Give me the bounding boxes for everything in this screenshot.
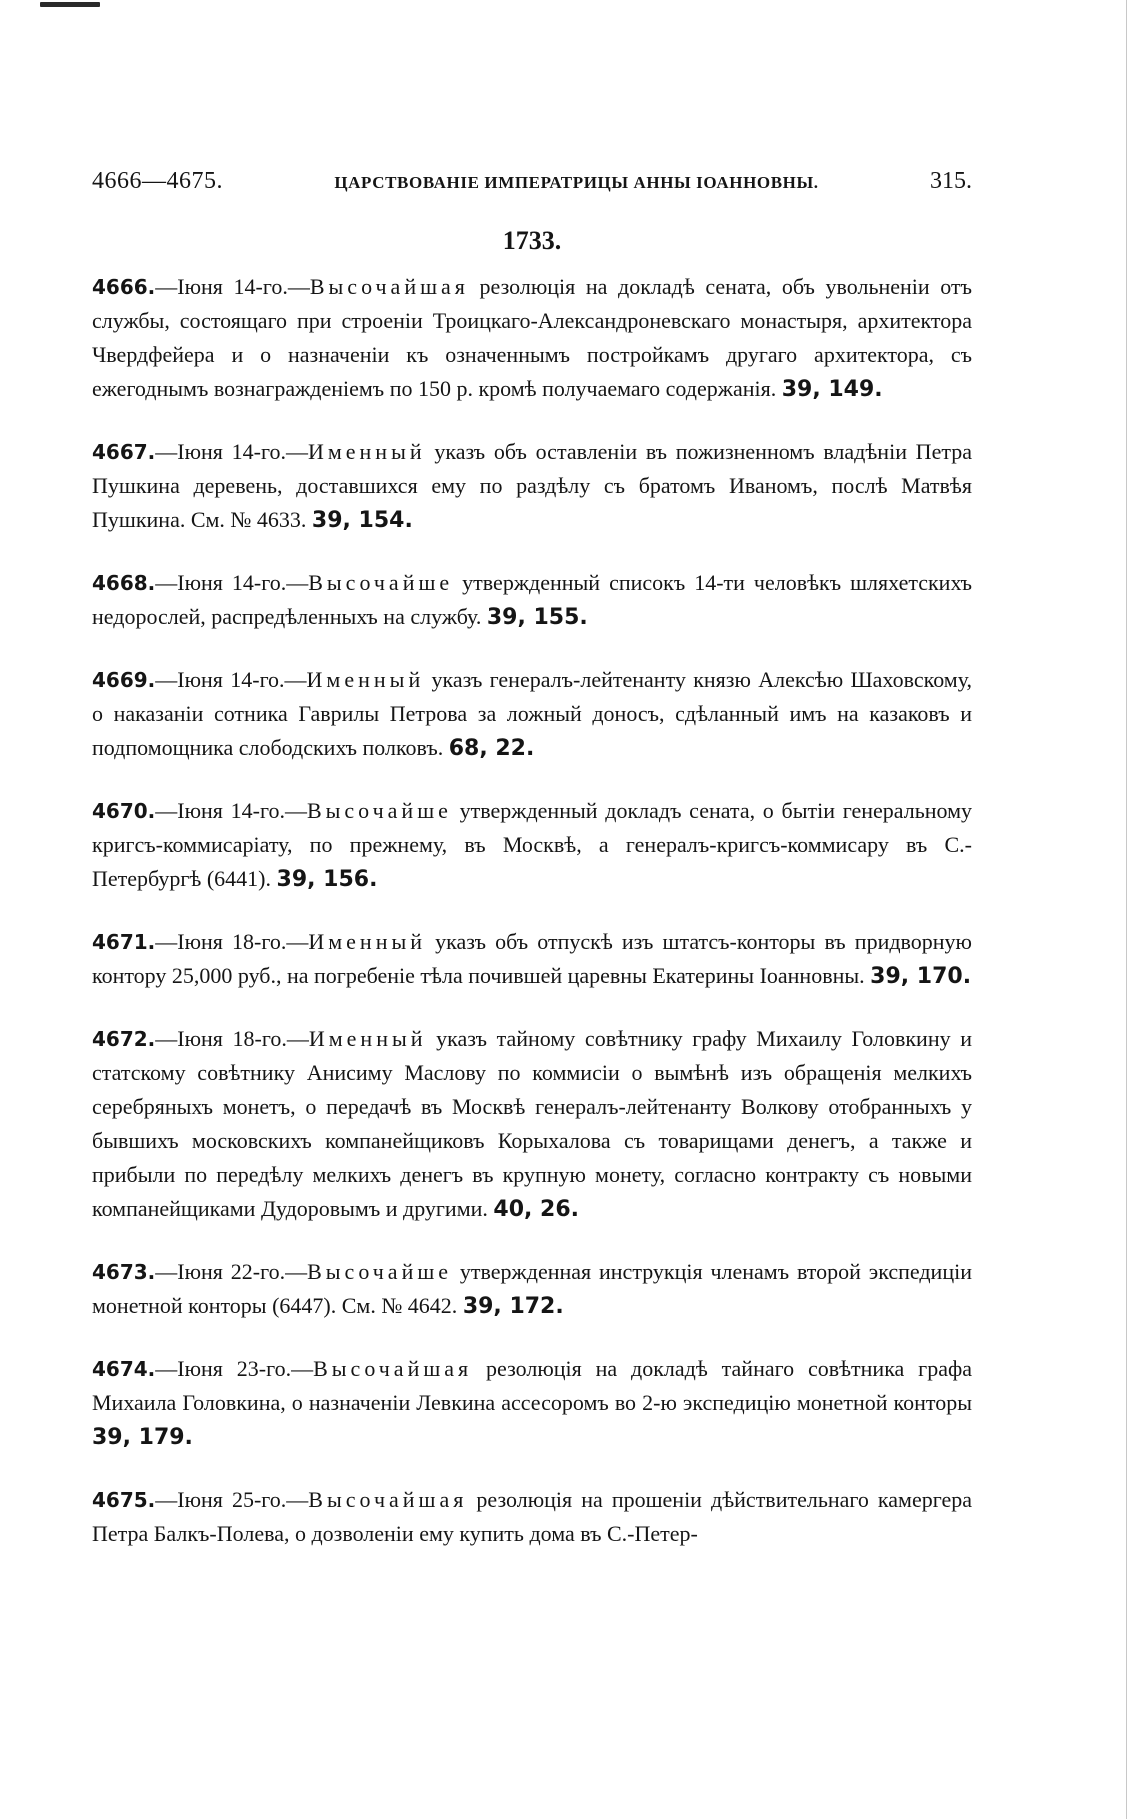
entry-number: 4666. bbox=[92, 275, 156, 299]
entry-kind: Именный bbox=[307, 439, 426, 464]
entry-4666 bbox=[92, 270, 972, 407]
entry-source: 39, 154. bbox=[311, 508, 413, 533]
page-number: 315. bbox=[929, 168, 972, 194]
scan-artifact-mark bbox=[40, 2, 100, 7]
entry-4670 bbox=[92, 794, 972, 897]
entry-source: 39, 170. bbox=[870, 964, 972, 989]
entry-4674 bbox=[92, 1352, 972, 1455]
entry-body: резолюція на докладѣ сената, объ увольненіи отъ службы, состоящаго при строеніи Троицкаго-Александроневскаго монастыря, архитектора Чвердфейера и о назначеніи къ означеннымъ постройкамъ другаго архитектора, съ ежегоднымъ вознагражденіемъ по 150 р. кромѣ получаемаго содержанія. bbox=[92, 274, 972, 401]
entry-kind: Высочайшая bbox=[309, 274, 469, 299]
entry-body: резолюція на прошеніи дѣйствительнаго камергера Петра Балкъ-Полева, о дозволеніи ему купить дома въ С.-Петер- bbox=[92, 1487, 972, 1546]
entry-kind: Высочайше bbox=[306, 798, 452, 823]
entry-kind: Высочайшая bbox=[313, 1356, 473, 1381]
entry-number: 4669. bbox=[92, 668, 156, 692]
entry-range: 4666—4675. bbox=[92, 168, 223, 194]
entry-body: утвержденный докладъ сената, о бытіи генеральному кригсъ-коммисаріату, по прежнему, въ Москвѣ, а генералъ-кригсъ-коммисару въ С.-Петербургѣ (6441). bbox=[92, 798, 972, 891]
entry-kind: Именный bbox=[308, 1026, 427, 1051]
entry-kind: Именный bbox=[306, 667, 425, 692]
entry-body: резолюція на докладѣ тайнаго совѣтника графа Михаила Головкина, о назначеніи Левкина ассесоромъ во 2-ю экспедицію монетной конторы bbox=[92, 1356, 972, 1415]
entry-number: 4675. bbox=[92, 1488, 156, 1512]
entry-source: 39, 149. bbox=[781, 377, 883, 402]
entry-body: указъ тайному совѣтнику графу Михаилу Головкину и статскому совѣтнику Анисиму Маслову по коммисіи о вымѣнѣ изъ обращенія мелкихъ серебряныхъ монетъ, о передачѣ въ Москвѣ генералъ-лейтенанту Волкову отобранныхъ у бывшихъ московскихъ компанейщиковъ Корыхалова съ товарищами денегъ, а также и прибыли по передѣлу мелкихъ денегъ въ крупную монету, согласно контракту съ новыми компанейщиками Дудоровымъ и другими. bbox=[92, 1026, 972, 1221]
entry-source: 68, 22. bbox=[448, 736, 535, 761]
entry-body: указъ объ оставленіи въ пожизненномъ владѣніи Петра Пушкина деревень, доставшихся ему по раздѣлу съ братомъ Иваномъ, послѣ Матвѣя Пушкина. См. № 4633. bbox=[92, 439, 972, 532]
entry-4675 bbox=[92, 1483, 972, 1551]
entry-number: 4672. bbox=[92, 1027, 156, 1051]
entry-body: указъ объ отпускѣ изъ штатсъ-конторы въ придворную контору 25,000 руб., на погребеніе тѣла почившей царевны Екатерины Іоанновны. bbox=[92, 929, 972, 988]
entry-4667 bbox=[92, 435, 972, 538]
entry-number: 4671. bbox=[92, 930, 156, 954]
entry-4673 bbox=[92, 1255, 972, 1324]
entry-kind: Высочайше bbox=[307, 1259, 453, 1284]
entry-date: —Іюня 18-го.— bbox=[155, 1026, 309, 1051]
entry-4671 bbox=[92, 925, 972, 994]
running-title: ЦАРСТВОВАНІЕ ИМПЕРАТРИЦЫ АННЫ ІОАННОВНЫ. bbox=[334, 173, 819, 192]
running-head bbox=[92, 168, 972, 208]
entry-kind: Высочайшая bbox=[308, 1487, 468, 1512]
entry-kind: Именный bbox=[308, 929, 427, 954]
scan-edge-line bbox=[1126, 0, 1127, 1819]
entry-date: —Іюня 14-го.— bbox=[155, 667, 307, 692]
entry-date: —Іюня 18-го.— bbox=[155, 929, 309, 954]
entry-date: —Іюня 22-го.— bbox=[155, 1259, 308, 1284]
entry-number: 4673. bbox=[92, 1260, 156, 1284]
entry-source: 40, 26. bbox=[493, 1197, 580, 1222]
entry-body: утвержденная инструкція членамъ второй экспедиціи монетной конторы (6447). См. № 4642. bbox=[92, 1259, 972, 1318]
entry-4668 bbox=[92, 566, 972, 635]
entry-source: 39, 179. bbox=[92, 1425, 193, 1450]
entry-kind: Высочайше bbox=[308, 570, 454, 595]
entry-number: 4668. bbox=[92, 571, 156, 595]
entry-date: —Іюня 14-го.— bbox=[155, 798, 307, 823]
entry-date: —Іюня 25-го.— bbox=[155, 1487, 309, 1512]
entry-4669 bbox=[92, 663, 972, 766]
entry-date: —Іюня 14-го.— bbox=[155, 274, 310, 299]
entry-number: 4667. bbox=[92, 440, 156, 464]
year-heading: 1733. bbox=[502, 226, 562, 255]
entry-date: —Іюня 14-го.— bbox=[155, 570, 309, 595]
book-page bbox=[92, 168, 972, 1551]
entry-date: —Іюня 14-го.— bbox=[155, 439, 308, 464]
entry-number: 4674. bbox=[92, 1357, 156, 1381]
entry-4672 bbox=[92, 1022, 972, 1227]
entry-source: 39, 172. bbox=[462, 1294, 564, 1319]
entry-body: утвержденный списокъ 14-ти человѣкъ шляхетскихъ недорослей, распредѣленныхъ на службу. bbox=[92, 570, 972, 629]
entry-source: 39, 156. bbox=[276, 867, 378, 892]
entry-body: указъ генералъ-лейтенанту князю Алексѣю Шаховскому, о наказаніи сотника Гаврилы Петрова за ложный доносъ, сдѣланный имъ на казаковъ и подпомощника слободскихъ полковъ. bbox=[92, 667, 972, 760]
entry-date: —Іюня 23-го.— bbox=[155, 1356, 314, 1381]
entry-source: 39, 155. bbox=[486, 605, 588, 630]
entry-number: 4670. bbox=[92, 799, 156, 823]
